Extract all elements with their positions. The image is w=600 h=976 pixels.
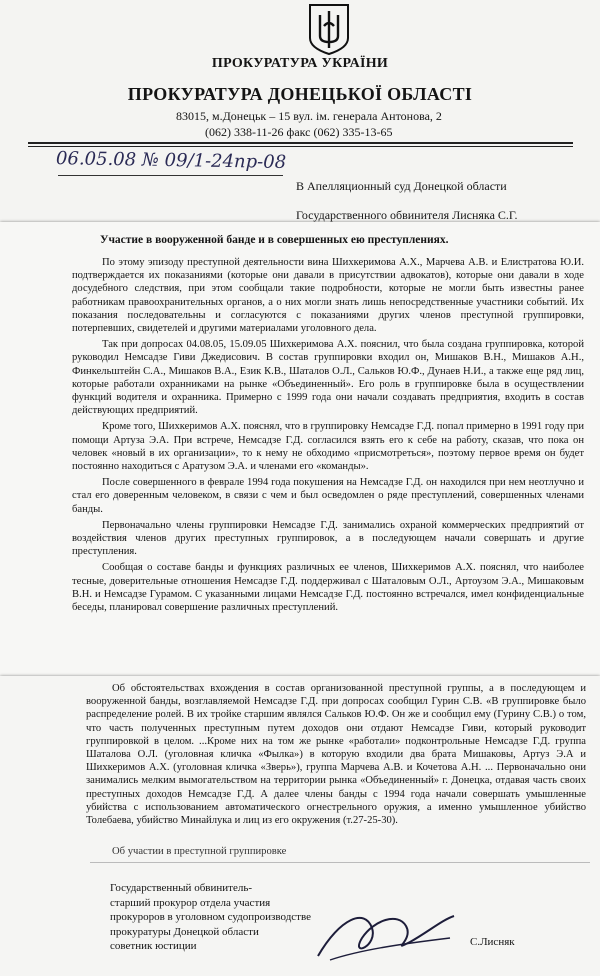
paragraph: Первоначально члены группировки Немсадзе Г.Д. занимались охраной коммерческих предприятий от воздействия членов других преступных группировок, а в последующем начали совершать и другие преступления.: [72, 519, 584, 558]
letterhead-sheet: [0, 0, 600, 240]
header-rule: [28, 142, 573, 144]
header-rule-thin: [28, 146, 573, 147]
signature-title-line: Государственный обвинитель-: [110, 882, 253, 894]
signature-title-line: прокуратуры Донецкой области: [110, 925, 259, 938]
org-address: 83015, м.Донецьк – 15 вул. ім. генерала Антонова, 2: [176, 109, 442, 123]
trailing-fragment: Об участии в преступной группировке: [112, 846, 287, 857]
signatory-name: С.Лисняк: [470, 936, 515, 948]
sender: Государственного обвинителя Лисняка С.Г.: [296, 208, 518, 222]
org-country: ПРОКУРАТУРА УКРАЇНИ: [211, 56, 389, 71]
trident-emblem-icon: [306, 2, 352, 56]
signature-title-line: прокуроров в уголовном судопроизводстве: [110, 911, 311, 923]
paragraph: Кроме того, Шихкеримов А.Х. пояснял, что в группировку Немсадзе Г.Д. попал примерно в 1991 году при помощи Артуза Э.А. При встрече, Немсадзе Г.Д. согласился взять его к себе на работу, сказав, что пока он человек «новый в их организации», то к нему не обходимо «присмотреться», поэтому первое время он будет постоянно находиться с Аратузом Э.А. и членами его «команды».: [72, 421, 584, 473]
paragraph: После совершенного в феврале 1994 года покушения на Немсадзе Г.Д. он находился при нем неотлучно и стал его доверенным человеком, в связи с чем и был осведомлен о ряде преступлений, совершенных членами банды.: [72, 477, 584, 515]
org-phone: (062) 338-11-26 факс (062) 335-13-65: [205, 125, 393, 139]
org-region: ПРОКУРАТУРА ДОНЕЦЬКОЇ ОБЛАСТІ: [127, 84, 473, 104]
handwritten-signature-icon: [310, 898, 460, 968]
signature-title-line: советник юстиции: [110, 940, 197, 952]
document-title: Участие в вооруженной банде и в совершенных ею преступлениях.: [100, 234, 449, 246]
paragraph: Так при допросах 04.08.05, 15.09.05 Шихкеримова А.Х. пояснил, что была создана группировка, которой руководил Немсадзе Гиви Джедисович. В состав группировки входил он, Мишаков В.Н., Мишаков А.Н., Финкельштейн С.А., Мишаков В.А., Език К.В., Шаталов О.Л., Сальков Ю.Ф., Дунаев Н.И., а также еще ряд лиц, которые работали охранниками на рынке «Объединенный». Его роль в группировке была в осуществлении функций водителя и охранника. Примерно с 1999 года они начали создавать предприятия, входить в состав действующих предприятий.: [72, 339, 584, 417]
paragraph: Сообщая о составе банды и функциях различных ее членов, Шихкеримов А.Х. пояснял, что наиболее тесные, доверительные отношения Немсадзе Г.Д. поддерживал с Шаталовым О.Л., Артоузом Э.А., Мишаковым В.Н. и Немсадзе Гурамом. С указанными лицами Немсадзе Г.Д. постоянно встречался, имел конфиденциальные беседы, планировал совершение различных преступлений.: [72, 562, 584, 614]
document-body-bottom: [86, 682, 586, 827]
document-page-bottom: [0, 676, 600, 976]
reference-underline: [58, 175, 283, 176]
document-body-middle: [72, 256, 584, 617]
document-page-middle: [0, 222, 600, 690]
signature-block: [110, 881, 311, 954]
page-fold: [90, 862, 590, 863]
handwritten-reference: 06.05.08 № 09/1-24пр-08: [55, 147, 287, 174]
paragraph: По этому эпизоду преступной деятельности вина Шихкеримова А.Х., Марчева А.В. и Елистратова Ю.И. подтверждается их показаниями (которые они давали в присутствии адвокатов), которые они давали в ходе досудебного следствия, при этом сообщали такие подробности, которые не могли быть известны ранее работникам правоохранительных органов, а о них могли знать лишь непосредственные участники событий. Их показания последовательны и согласуются с показаниями других членов преступной группировки, потерпевших, свидетелей и другими материалами уголовного дела.: [72, 257, 584, 335]
paragraph: Об обстоятельствах вхождения в состав организованной преступной группы, а в последующем и вооруженной банды, возглавляемой Немсадзе Г.Д. при допросах сообщил Гурин С.В. «В группировке было распределение ролей. В их тройке старшим являлся Сальков Ю.Ф. Он же и сообщил ему (Гурину С.В.) о том, что часть полученных преступным путем доходов они отдают Немсадзе Гиви, который руководит группировкой в целом. ...Кроме них на том же рынке «работали» подконтрольные Немсадзе Г.Д. группа Шаталова О.Л. (уголовная кличка «Фылка») в которую входили два брата Мишаковы, Артуз Э.А и Шихкеримов А.Х. (уголовная кличка «Зверь»), группа Марчева А.В. и Кочетова А.Н. ... Первоначально они занимались мелким вымогательством на территории рынка «Объединенный» г. Донецка, отдавая часть своих преступных доходов Немсадзе Г.Д. А далее члены банды с 1994 года начали совершать умышленные убийства с использованием автоматического огнестрельного оружия, а именно умышленное убийство Толебаева, убийство Минайлука и лиц из его окружения (т.27-25-30).: [86, 683, 586, 827]
signature-title-line: старший прокурор отдела участия: [110, 896, 271, 909]
recipient: В Апелляционный суд Донецкой области: [296, 179, 507, 193]
